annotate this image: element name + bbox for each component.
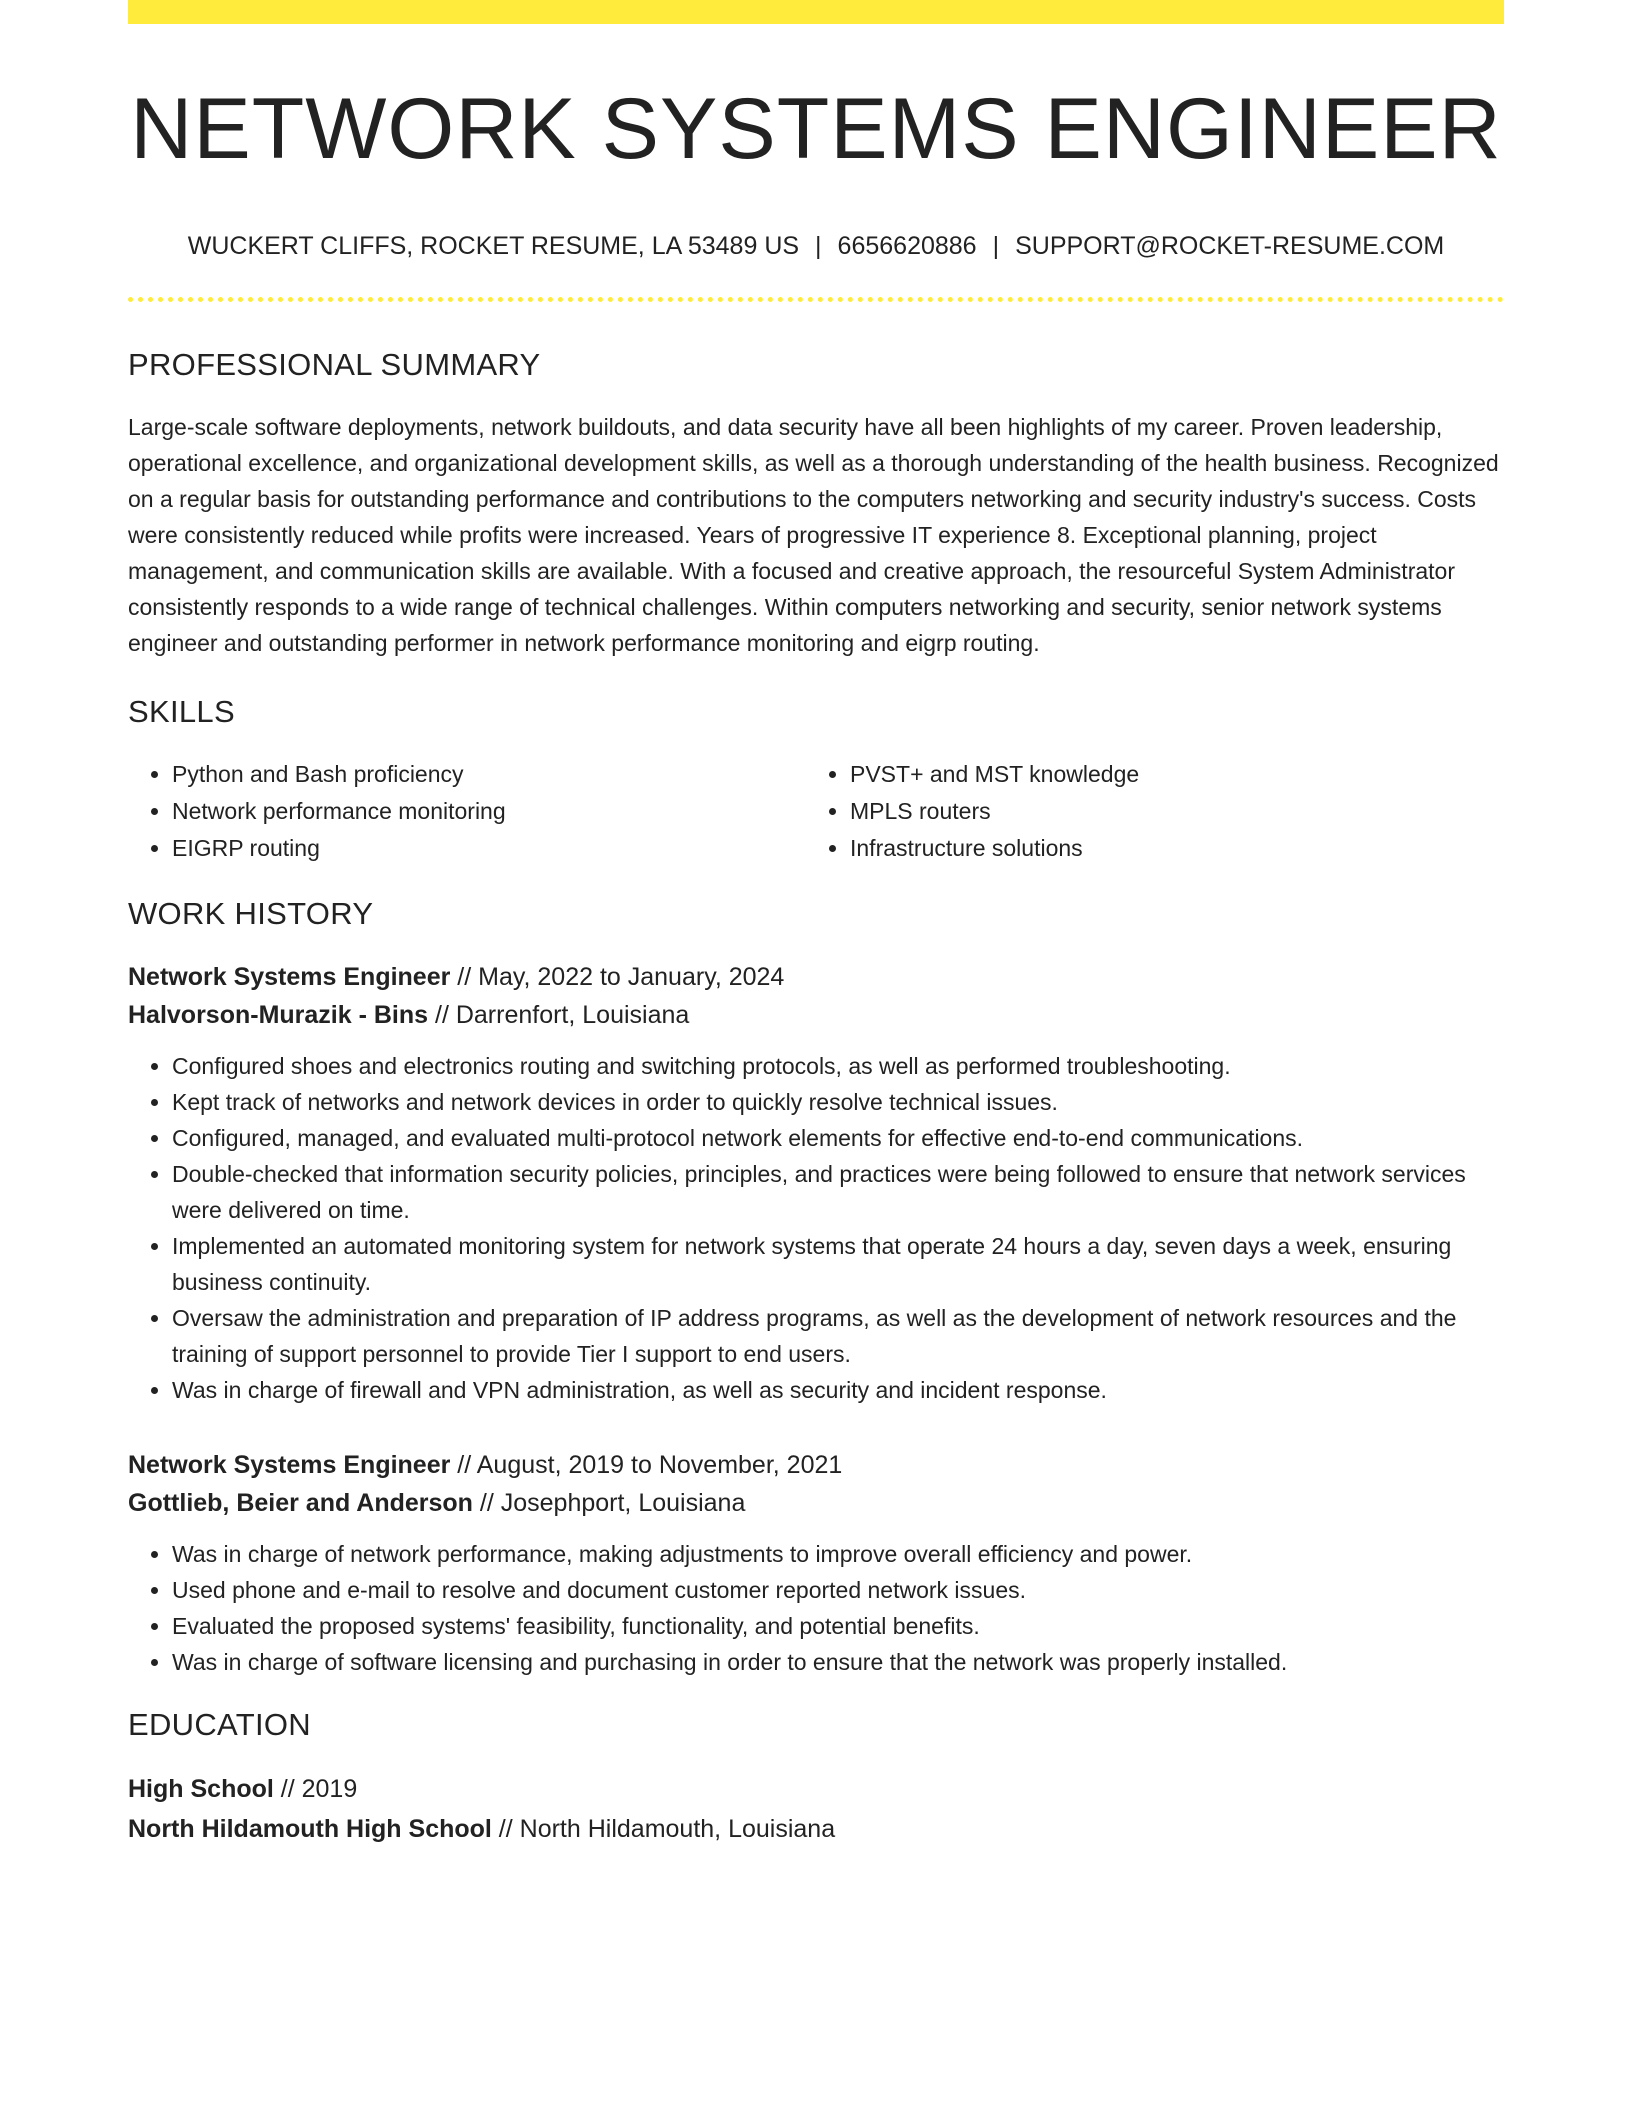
summary-heading: PROFESSIONAL SUMMARY [128, 346, 541, 382]
job-dates: // May, 2022 to January, 2024 [450, 963, 785, 992]
job-title-line [128, 958, 1504, 996]
job-bullet: • Was in charge of software licensing and purchasing in order to ensure that the network was properly installed. [172, 1644, 1504, 1680]
job-dates: // August, 2019 to November, 2021 [450, 1451, 843, 1480]
contact-email: SUPPORT@ROCKET-RESUME.COM [1015, 231, 1445, 260]
job-bullet: • Configured shoes and electronics routing and switching protocols, as well as performed troubleshooting. [172, 1048, 1504, 1084]
skill-item: • MPLS routers [850, 793, 1484, 830]
skills-column-right [806, 756, 1484, 867]
job-bullet: • Evaluated the proposed systems' feasibility, functionality, and potential benefits. [172, 1608, 1504, 1644]
job-bullet: • Was in charge of firewall and VPN administration, as well as security and incident response. [172, 1372, 1504, 1408]
job-bullets [128, 1536, 1504, 1680]
skill-item: • Python and Bash proficiency [172, 756, 806, 793]
resume-title: NETWORK SYSTEMS ENGINEER [130, 81, 1502, 177]
contact-phone: 6656620886 [837, 231, 977, 260]
education-school-line [128, 1809, 1504, 1849]
summary-text: Large-scale software deployments, network buildouts, and data security have all been highlights of my career. Proven leadership, operational excellence, and organizational development skills, as well as a thorough understanding of the health business. Recognized on a regular basis for outstanding performance and contributions to the computers networking and security industry's success. Costs were consistently reduced while profits were increased. Years of progressive IT experience 8. Exceptional planning, project management, and communication skills are available. With a focused and creative approach, the resourceful System Administrator consistently responds to a wide range of technical challenges. Within computers networking and security, senior network systems engineer and outstanding performer in network performance monitoring and eigrp routing. [128, 413, 1499, 656]
job-location: // Darrenfort, Louisiana [428, 1001, 690, 1030]
job-bullet: • Kept track of networks and network devices in order to quickly resolve technical issues. [172, 1084, 1504, 1120]
job-title: Network Systems Engineer [128, 1451, 451, 1480]
education-heading: EDUCATION [128, 1707, 311, 1743]
job-location: // Josephport, Louisiana [472, 1489, 746, 1518]
job-entry [128, 1446, 1504, 1680]
skill-item: • EIGRP routing [172, 830, 806, 867]
skills-column-left [128, 756, 806, 867]
work-history-heading: WORK HISTORY [128, 895, 374, 931]
education-year: // 2019 [273, 1775, 358, 1804]
contact-line [128, 231, 1504, 261]
skill-item: • PVST+ and MST knowledge [850, 756, 1484, 793]
skill-item: • Network performance monitoring [172, 793, 806, 830]
job-bullet: • Oversaw the administration and preparation of IP address programs, as well as the development of network resources and the training of support personnel to provide Tier I support to end users. [172, 1300, 1504, 1372]
job-company-line [128, 1484, 1504, 1522]
contact-separator: | [815, 231, 822, 260]
skill-item: • Infrastructure solutions [850, 830, 1484, 867]
skills-heading: SKILLS [128, 693, 235, 729]
education-degree-line [128, 1769, 1504, 1809]
job-entry [128, 958, 1504, 1408]
job-company: Halvorson-Murazik - Bins [128, 1001, 429, 1030]
job-title-line [128, 1446, 1504, 1484]
education-entry [128, 1769, 1504, 1849]
contact-address: WUCKERT CLIFFS, ROCKET RESUME, LA 53489 US [187, 231, 800, 260]
job-title: Network Systems Engineer [128, 963, 451, 992]
job-bullet: • Double-checked that information security policies, principles, and practices were being followed to ensure that network services were delivered on time. [172, 1156, 1504, 1228]
skills-list [128, 756, 1504, 867]
job-bullet: • Implemented an automated monitoring system for network systems that operate 24 hours a day, seven days a week, ensuring business continuity. [172, 1228, 1504, 1300]
resume-page [128, 0, 1504, 1849]
job-company: Gottlieb, Beier and Anderson [128, 1489, 473, 1518]
job-bullet: • Configured, managed, and evaluated multi-protocol network elements for effective end-to-end communications. [172, 1120, 1504, 1156]
education-location: // North Hildamouth, Louisiana [491, 1815, 836, 1844]
education-degree: High School [128, 1775, 274, 1804]
job-company-line [128, 996, 1504, 1034]
dotted-divider [128, 297, 1504, 302]
job-bullets [128, 1048, 1504, 1408]
education-school: North Hildamouth High School [128, 1815, 492, 1844]
job-bullet: • Used phone and e-mail to resolve and document customer reported network issues. [172, 1572, 1504, 1608]
accent-top-bar [128, 0, 1504, 24]
job-bullet: • Was in charge of network performance, making adjustments to improve overall efficiency and power. [172, 1536, 1504, 1572]
contact-separator: | [992, 231, 1000, 260]
